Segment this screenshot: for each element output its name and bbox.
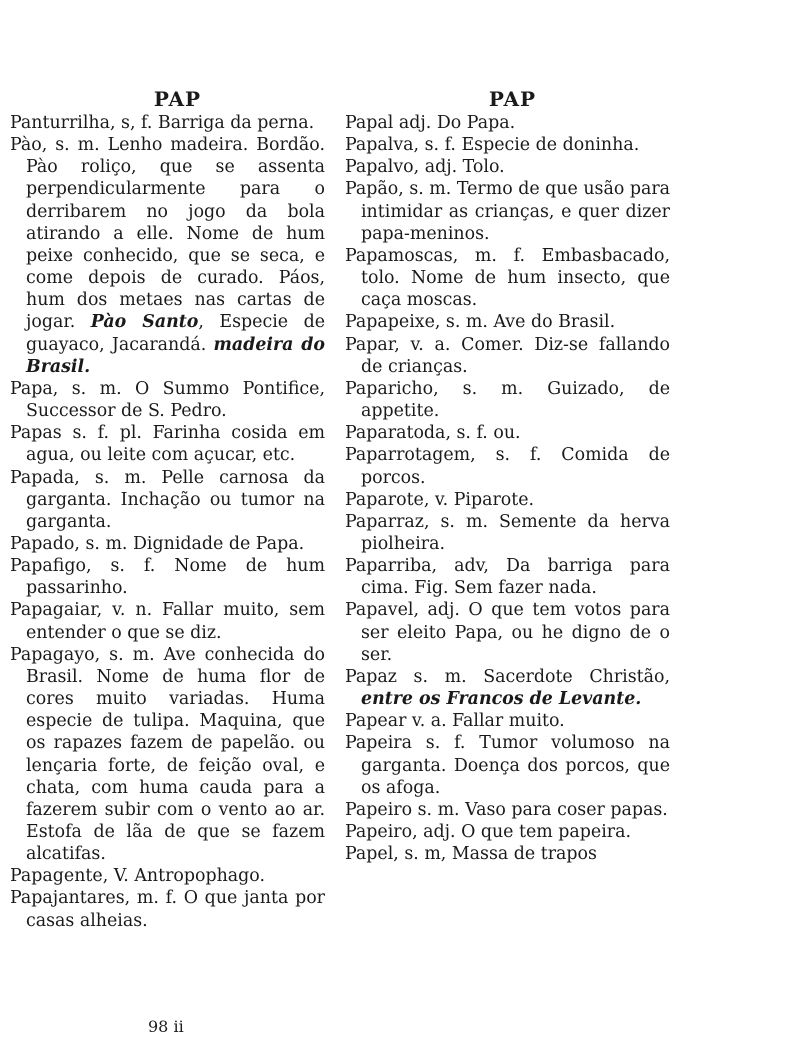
entry-definition: , s. f. Especie de doninha. [413, 135, 640, 156]
dictionary-entry [345, 156, 670, 178]
entry-headword: Paparrotagem [345, 445, 471, 466]
entry-definition: , s. m. Guizado, de appetite. [361, 378, 670, 422]
dictionary-entry [345, 245, 670, 311]
left-entries [10, 112, 325, 932]
entry-definition: , adj. Tolo. [413, 157, 505, 178]
entry-headword: Pào [10, 135, 42, 156]
entry-headword: Papeiro [345, 799, 413, 820]
entry-headword: Papeira [345, 733, 412, 754]
dictionary-entry [10, 555, 325, 599]
entry-definition-tail: , Especie de guayaco, Jacarandá. [26, 312, 325, 355]
entry-headword: Paparote [345, 489, 424, 510]
entry-headword: Papear [345, 711, 407, 732]
dictionary-entry [345, 334, 670, 378]
entry-definition: , s. f. ou. [445, 423, 521, 444]
entry-definition: , s. f. Nome de hum passarinho. [26, 556, 325, 599]
running-head-right: PAP [488, 87, 537, 111]
entry-headword: Papamoscas [345, 245, 453, 266]
entry-headword: Papalvo [345, 157, 414, 178]
entry-headword: Panturrilha [10, 113, 110, 133]
entry-definition: , adj. O que tem votos para ser eleito Papa, ou he digno de o ser. [361, 600, 670, 665]
entry-italic-phrase: madeira do Brasil. [26, 334, 325, 377]
entry-definition: , v. Piparote. [423, 489, 535, 510]
entry-definition: , s. m. O Summo Pontifice, Successor de S. Pedro. [26, 378, 325, 422]
dictionary-entry [345, 134, 670, 156]
dictionary-entry [345, 599, 670, 665]
entry-definition: , s. m. Semente da herva piolheira. [361, 511, 670, 554]
entry-headword: Papeiro [345, 822, 413, 842]
dictionary-entry [10, 865, 325, 887]
dictionary-entry [345, 178, 670, 244]
entry-definition: s. m. Sacerdote Christão, [396, 666, 670, 687]
entry-definition: adj. Do Papa. [393, 113, 516, 133]
dictionary-entry [10, 112, 325, 134]
entry-headword: Papar [345, 334, 395, 355]
entry-definition: , adj. O que tem papeira. [412, 822, 631, 842]
entry-definition: , v. a. Comer. Diz-se fallando de crianças. [361, 334, 670, 377]
dictionary-entry [10, 644, 325, 866]
running-head-left: PAP [153, 87, 202, 111]
entry-definition: v. a. Fallar muito. [406, 711, 565, 732]
entry-definition: , v. n. Fallar muito, sem entender o que se diz. [26, 600, 325, 643]
entry-definition: , adv, Da barriga para cima. Fig. Sem fazer nada. [361, 556, 670, 599]
dictionary-entry [345, 511, 670, 555]
entry-definition: , V. Antropophago. [102, 866, 265, 887]
entry-definition: , s. m. Pelle carnosa da garganta. Inchação ou tumor na garganta. [26, 467, 325, 532]
left-column [10, 88, 325, 932]
entry-definition: , s. m, Massa de trapos [393, 844, 597, 865]
dictionary-entry [10, 422, 325, 466]
entry-headword: Papado [10, 533, 75, 554]
entry-headword: Paparatoda [345, 423, 446, 444]
entry-definition: , s. m. Ave conhecida do Brasil. Nome de huma flor de cores muito variadas. Huma especie de tulipa. Maquina, que os rapazes fazem de papelão. ou lençaria forte, de feição oval, e chata, com huma cauda para a fazerem subir com o vento ao ar. Estofa de lãa de que se fazem alcatifas. [26, 644, 325, 865]
dictionary-entry [10, 467, 325, 533]
right-column [345, 88, 670, 865]
entry-italic-phrase: entre os Francos de Levante. [361, 689, 642, 710]
dictionary-entry [345, 422, 670, 444]
entry-headword: Papapeixe [345, 312, 435, 333]
entry-headword: Papagayo [10, 644, 95, 665]
entry-definition: , s. m. Lenho madeira. Bordão. Pào roliço, que se assenta perpendicularmente para o derribarem no jogo da bola atirando a elle. Nome de hum peixe conhecido, que se seca, e come depois de curado. Páos, hum dos metaes nas cartas de jogar. [26, 135, 325, 333]
entry-headword: Paparraz [345, 511, 424, 532]
entry-definition: , s. m. Ave do Brasil. [434, 312, 616, 333]
entry-definition: s. f. Tumor volumoso na garganta. Doença dos porcos, que os afoga. [361, 733, 670, 798]
entry-headword: Papal [345, 113, 394, 133]
dictionary-entry [345, 378, 670, 422]
entry-italic-phrase: Pào Santo [90, 312, 199, 333]
dictionary-entry [345, 843, 670, 865]
dictionary-entry [345, 112, 670, 134]
entry-headword: Papajantares [10, 888, 125, 909]
entry-headword: Paparriba [345, 556, 432, 577]
entry-definition: s. m. Vaso para coser papas. [412, 799, 668, 820]
entry-definition: , s. m. Termo de que usão para intimidar as crianças, e quer dizer papa-meninos. [361, 179, 670, 244]
entry-definition: , m. f. Embasbacado, tolo. Nome de hum insecto, que caça moscas. [361, 245, 670, 311]
entry-definition: , m. f. O que janta por casas alheias. [26, 888, 325, 931]
entry-headword: Papavel [345, 600, 414, 621]
entry-headword: Paparicho [345, 378, 434, 399]
dictionary-entry [345, 444, 670, 488]
dictionary-entry [10, 887, 325, 931]
dictionary-entry [10, 134, 325, 378]
signature-mark: 98 ii [148, 1017, 184, 1036]
entry-headword: Papada [10, 467, 75, 488]
entry-headword: Papa [10, 378, 53, 399]
entry-headword: Papalva [345, 135, 414, 156]
entry-definition: , s. m. Dignidade de Papa. [74, 533, 305, 554]
entry-headword: Papas [10, 423, 62, 444]
entry-definition: , s. f. Comida de porcos. [361, 445, 670, 488]
dictionary-entry [345, 311, 670, 333]
entry-headword: Papaz [345, 666, 397, 687]
dictionary-entry [345, 710, 670, 732]
dictionary-entry [345, 555, 670, 599]
right-entries [345, 112, 670, 865]
dictionary-entry [345, 666, 670, 710]
dictionary-entry [10, 378, 325, 422]
entry-headword: Papagente [10, 866, 103, 887]
dictionary-entry [345, 489, 670, 511]
entry-definition: , s, f. Barriga da perna. [110, 113, 315, 133]
entry-headword: Papagaiar [10, 600, 97, 621]
entry-definition: s. f. pl. Farinha cosida em agua, ou leite com açucar, etc. [26, 423, 325, 466]
entry-headword: Papafigo [10, 556, 86, 577]
entry-headword: Papão [345, 179, 399, 200]
entry-headword: Papel [345, 844, 394, 865]
dictionary-entry [345, 732, 670, 798]
dictionary-entry [345, 799, 670, 821]
dictionary-entry [345, 821, 670, 843]
dictionary-entry [10, 599, 325, 643]
dictionary-entry [10, 533, 325, 555]
